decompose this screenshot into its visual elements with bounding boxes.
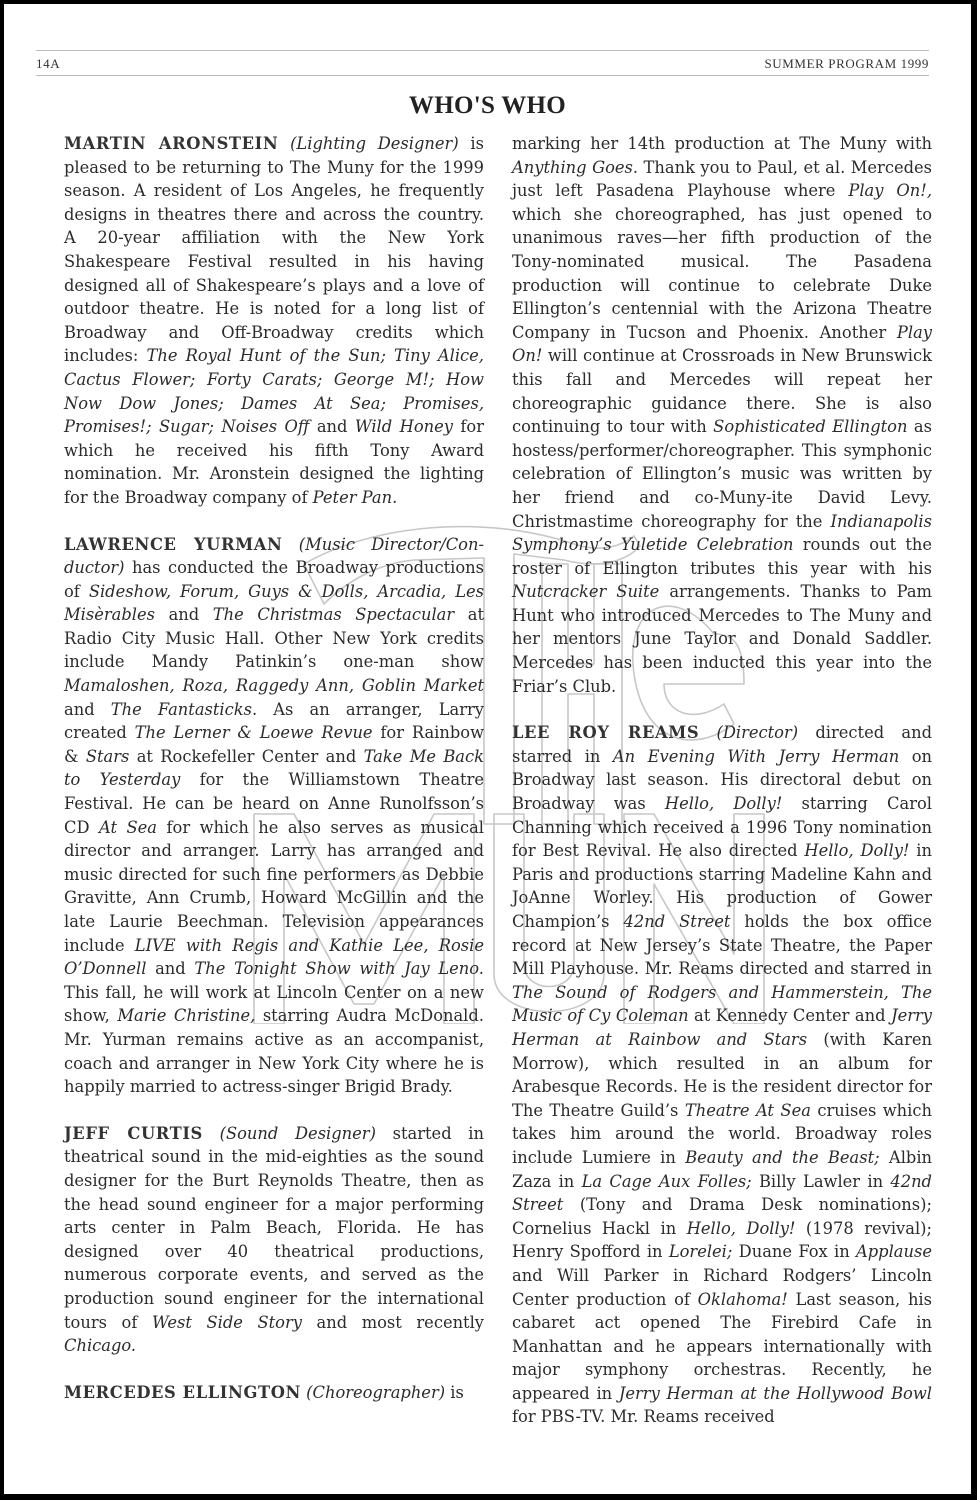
bio-role: (Lighting Designer) — [290, 134, 459, 153]
bio-text: Billy Lawler in — [751, 1171, 891, 1191]
italic-title: Peter Pan. — [312, 487, 398, 507]
bio-entry — [64, 1122, 484, 1358]
bio-entry — [512, 721, 932, 1429]
italic-title: The Lerner & Loewe Revue — [134, 723, 373, 743]
bio-text: for which he also serves as musical director and arranger. Larry has arranged and music directed for such fine performers as Debbie Gravitte, Ann Crumb, Howard McGillin and the late Laurie Beechman. Television appearances include — [64, 817, 484, 955]
bio-name: MERCEDES ELLINGTON — [64, 1382, 301, 1402]
bio-text: arrangements. Thanks to Pam Hunt who introduced Mercedes to The Muny and her mentors June Taylor and Donald Saddler. Mercedes has been inducted this year into the Friar’s Club. — [512, 582, 932, 696]
italic-title: Hello, Dolly! — [664, 794, 783, 814]
bio-text: which she choreographed, has just opened to unanimous raves—her fifth production of the Tony-nominated musical. The Pasadena production will continue to celebrate Duke Ellington’s centennial with the Arizona Theatre Company in Tucson and Phoenix. Another — [512, 204, 932, 342]
italic-title: West Side Story — [151, 1312, 302, 1332]
italic-title: Oklahoma! — [697, 1289, 788, 1309]
bio-text: and Will Parker in Richard Rodgers’ Lincoln Center production of — [512, 1265, 932, 1309]
italic-title: Chicago. — [64, 1336, 137, 1356]
bio-text: Last season, his cabaret act opened The Firebird Cafe in Manhattan and he appears internationally with major symphony orchestras. Recently, he appeared in — [512, 1289, 932, 1403]
bio-name: LAWRENCE YURMAN — [64, 534, 283, 554]
italic-title: Hello, Dolly! — [804, 841, 910, 861]
italic-title: Anything Goes — [512, 157, 633, 177]
italic-title: Take Me Back to Yesterday — [64, 746, 484, 790]
bio-text: at Rockefeller Center and — [129, 746, 364, 766]
italic-title: Marie Christine, — [117, 1006, 256, 1026]
italic-title: The Christmas Spectacular — [212, 605, 455, 625]
bio-entry — [64, 1381, 484, 1405]
bio-text: on Broadway last season. His directoral debut on Broadway was — [512, 746, 933, 814]
bio-text: holds the box office record at New Jersey’s State Theatre, the Paper Mill Playhouse. Mr. Reams directed and starred in — [512, 912, 933, 979]
bio-text: (Tony and Drama Desk nominations); Cornelius Hackl in — [512, 1195, 932, 1238]
italic-title: The Fantasticks — [110, 699, 252, 719]
bio-entry — [64, 533, 484, 1099]
italic-title: Play On! — [512, 322, 932, 366]
italic-title: The Sound of Rodgers and Hammerstein, The Music of Cy Coleman — [512, 982, 932, 1026]
bio-name: JEFF CURTIS — [64, 1123, 203, 1143]
italic-title: 42nd Street — [623, 912, 731, 931]
right-column — [512, 132, 932, 1452]
italic-title: Sophisticated Ellington — [713, 417, 908, 437]
italic-title: Nutcracker Suite — [512, 582, 660, 602]
italic-title: Lorelei; — [668, 1242, 733, 1262]
bio-text: This fall, he will work at Lincoln Center on a new show, — [64, 982, 484, 1026]
bio-text: marking her 14th production at The Muny with — [512, 134, 932, 153]
bio-text: and — [154, 605, 213, 625]
bio-text: (with Karen Morrow), which resulted in an album for Arabesque Records. He is the resident director for The Theatre Guild’s — [512, 1029, 932, 1120]
program-page — [4, 4, 971, 1494]
italic-title: 42nd Street — [512, 1171, 932, 1215]
bio-name: LEE ROY REAMS — [512, 723, 700, 743]
bio-text: has conducted the Broadway productions of — [64, 558, 484, 601]
italic-title: Sideshow, Forum, Guys & Dolls, Arcadia, Les Misèrables — [64, 581, 484, 625]
bio-text: (1978 revival); Henry Spofford in — [512, 1218, 932, 1262]
bio-text: . Thank you to Paul, et al. Mercedes just left Pasadena Playhouse where — [512, 157, 932, 201]
italic-title: LIVE with Regis and Kathie Lee, Rosie O’Donnell — [64, 935, 484, 979]
running-header — [36, 50, 929, 76]
italic-title: Beauty and the Beast; — [685, 1147, 880, 1167]
italic-title: An Evening With Jerry Herman — [612, 746, 900, 766]
bio-text: as hostess/performer/choreographer. This symphonic celebration of Ellington’s music was written by her friend and co-Muny-ite David Levy. Christmastime choreography for the — [512, 417, 932, 531]
bio-text: will continue at Crossroads in New Brunswick this fall and Mercedes will repeat her choreographic guidance there. She is also continuing to tour with — [512, 346, 932, 437]
bio-text: at Radio City Music Hall. Other New York credits include Mandy Patinkin’s one-man show — [64, 605, 484, 672]
bio-text: for Rainbow & — [64, 723, 485, 766]
bio-text: Duane Fox in — [732, 1242, 856, 1262]
bio-entry — [64, 132, 484, 510]
bio-text: and — [64, 699, 111, 719]
italic-title: At Sea — [99, 817, 157, 837]
italic-title: Theatre At Sea — [684, 1100, 811, 1120]
left-column — [64, 132, 484, 1427]
italic-title: La Cage Aux Folles; — [581, 1171, 752, 1191]
bio-role: (Sound Designer) — [219, 1123, 376, 1143]
bio-text: starring Audra McDonald. Mr. Yurman remains active as an accompanist, coach and arranger in New York City where he is happily married to actress-singer Brigid Brady. — [64, 1006, 484, 1097]
publication-title: SUMMER PROGRAM 1999 — [764, 56, 929, 71]
bio-text: rounds out the roster of Ellington tributes this year with his — [512, 535, 933, 578]
bio-role: (Music Director/Conductor) — [64, 534, 484, 578]
italic-title: Indianapolis Symphony’s Yuletide Celebration — [512, 511, 932, 555]
bio-text: starring Carol Channing which received a 1996 Tony nomination for Best Revival. He also directed — [512, 794, 932, 861]
bio-text: and — [146, 959, 195, 979]
italic-title: Play On!, — [848, 181, 932, 201]
italic-title: The Royal Hunt of the Sun; Tiny Alice, Cactus Flower; Forty Carats; George M!; How Now Dow Jones; Dames At Sea; Promises, Promises!; Sugar; Noises Off — [64, 346, 484, 437]
bio-text: . As an arranger, Larry created — [64, 699, 484, 743]
bio-text: and most recently — [301, 1312, 485, 1332]
bio-text: and — [309, 417, 355, 437]
bio-text: at Kennedy Center and — [688, 1006, 892, 1026]
italic-title: Jerry Herman at Rainbow and Stars — [512, 1006, 932, 1049]
italic-title: The Tonight Show with Jay Leno. — [194, 959, 484, 979]
bio-text: is pleased to be returning to The Muny for the 1999 season. A resident of Los Angeles, he frequently designs in theatres there and across the country. A 20-year affiliation with the New York Shakespeare Festival resulted in his having designed all of Shakespeare’s plays and a love of outdoor theatre. He is noted for a long list of Broadway and Off-Broadway credits which includes: — [64, 134, 484, 366]
page-title: WHO'S WHO — [408, 92, 567, 119]
bio-text: for PBS-TV. Mr. Reams received — [512, 1407, 775, 1427]
bio-text: Albin Zaza in — [512, 1147, 933, 1191]
bio-text: for the Williamstown Theatre Festival. He can be heard on Anne Runolfsson’s CD — [64, 770, 484, 837]
bio-text: for which he received his fifth Tony Award nomination. Mr. Aronstein designed the lighting for the Broadway company of — [64, 417, 485, 507]
bio-name: MARTIN ARONSTEIN — [64, 134, 279, 153]
bio-text: started in theatrical sound in the mid-eighties as the sound designer for the Burt Reynolds Theatre, then as the head sound engineer for a major performing arts center in Palm Beach, Florida. He has designed over 40 theatrical productions, numerous corporate events, and served as the production sound engineer for the international tours of — [64, 1123, 484, 1332]
bio-role: (Director) — [716, 723, 799, 743]
italic-title: Applause — [856, 1242, 932, 1262]
bio-entry — [512, 132, 932, 698]
bio-text: is — [445, 1382, 464, 1402]
bio-role: (Choreographer) — [306, 1382, 446, 1402]
italic-title: Stars — [85, 746, 130, 766]
page-number: 14A — [36, 56, 61, 71]
italic-title: Wild Honey — [354, 417, 453, 437]
italic-title: Mamaloshen, Roza, Raggedy Ann, Goblin Market — [64, 676, 484, 696]
bio-text: cruises which takes him around the world. Broadway roles include Lumiere in — [512, 1100, 932, 1167]
bio-text: in Paris and productions starring Madeline Kahn and JoAnne Worley. His production of Gower Champion’s — [512, 841, 932, 931]
italic-title: Jerry Herman at the Hollywood Bowl — [618, 1383, 932, 1403]
bio-text: directed and starred in — [512, 723, 932, 766]
italic-title: Hello, Dolly! — [686, 1218, 796, 1238]
